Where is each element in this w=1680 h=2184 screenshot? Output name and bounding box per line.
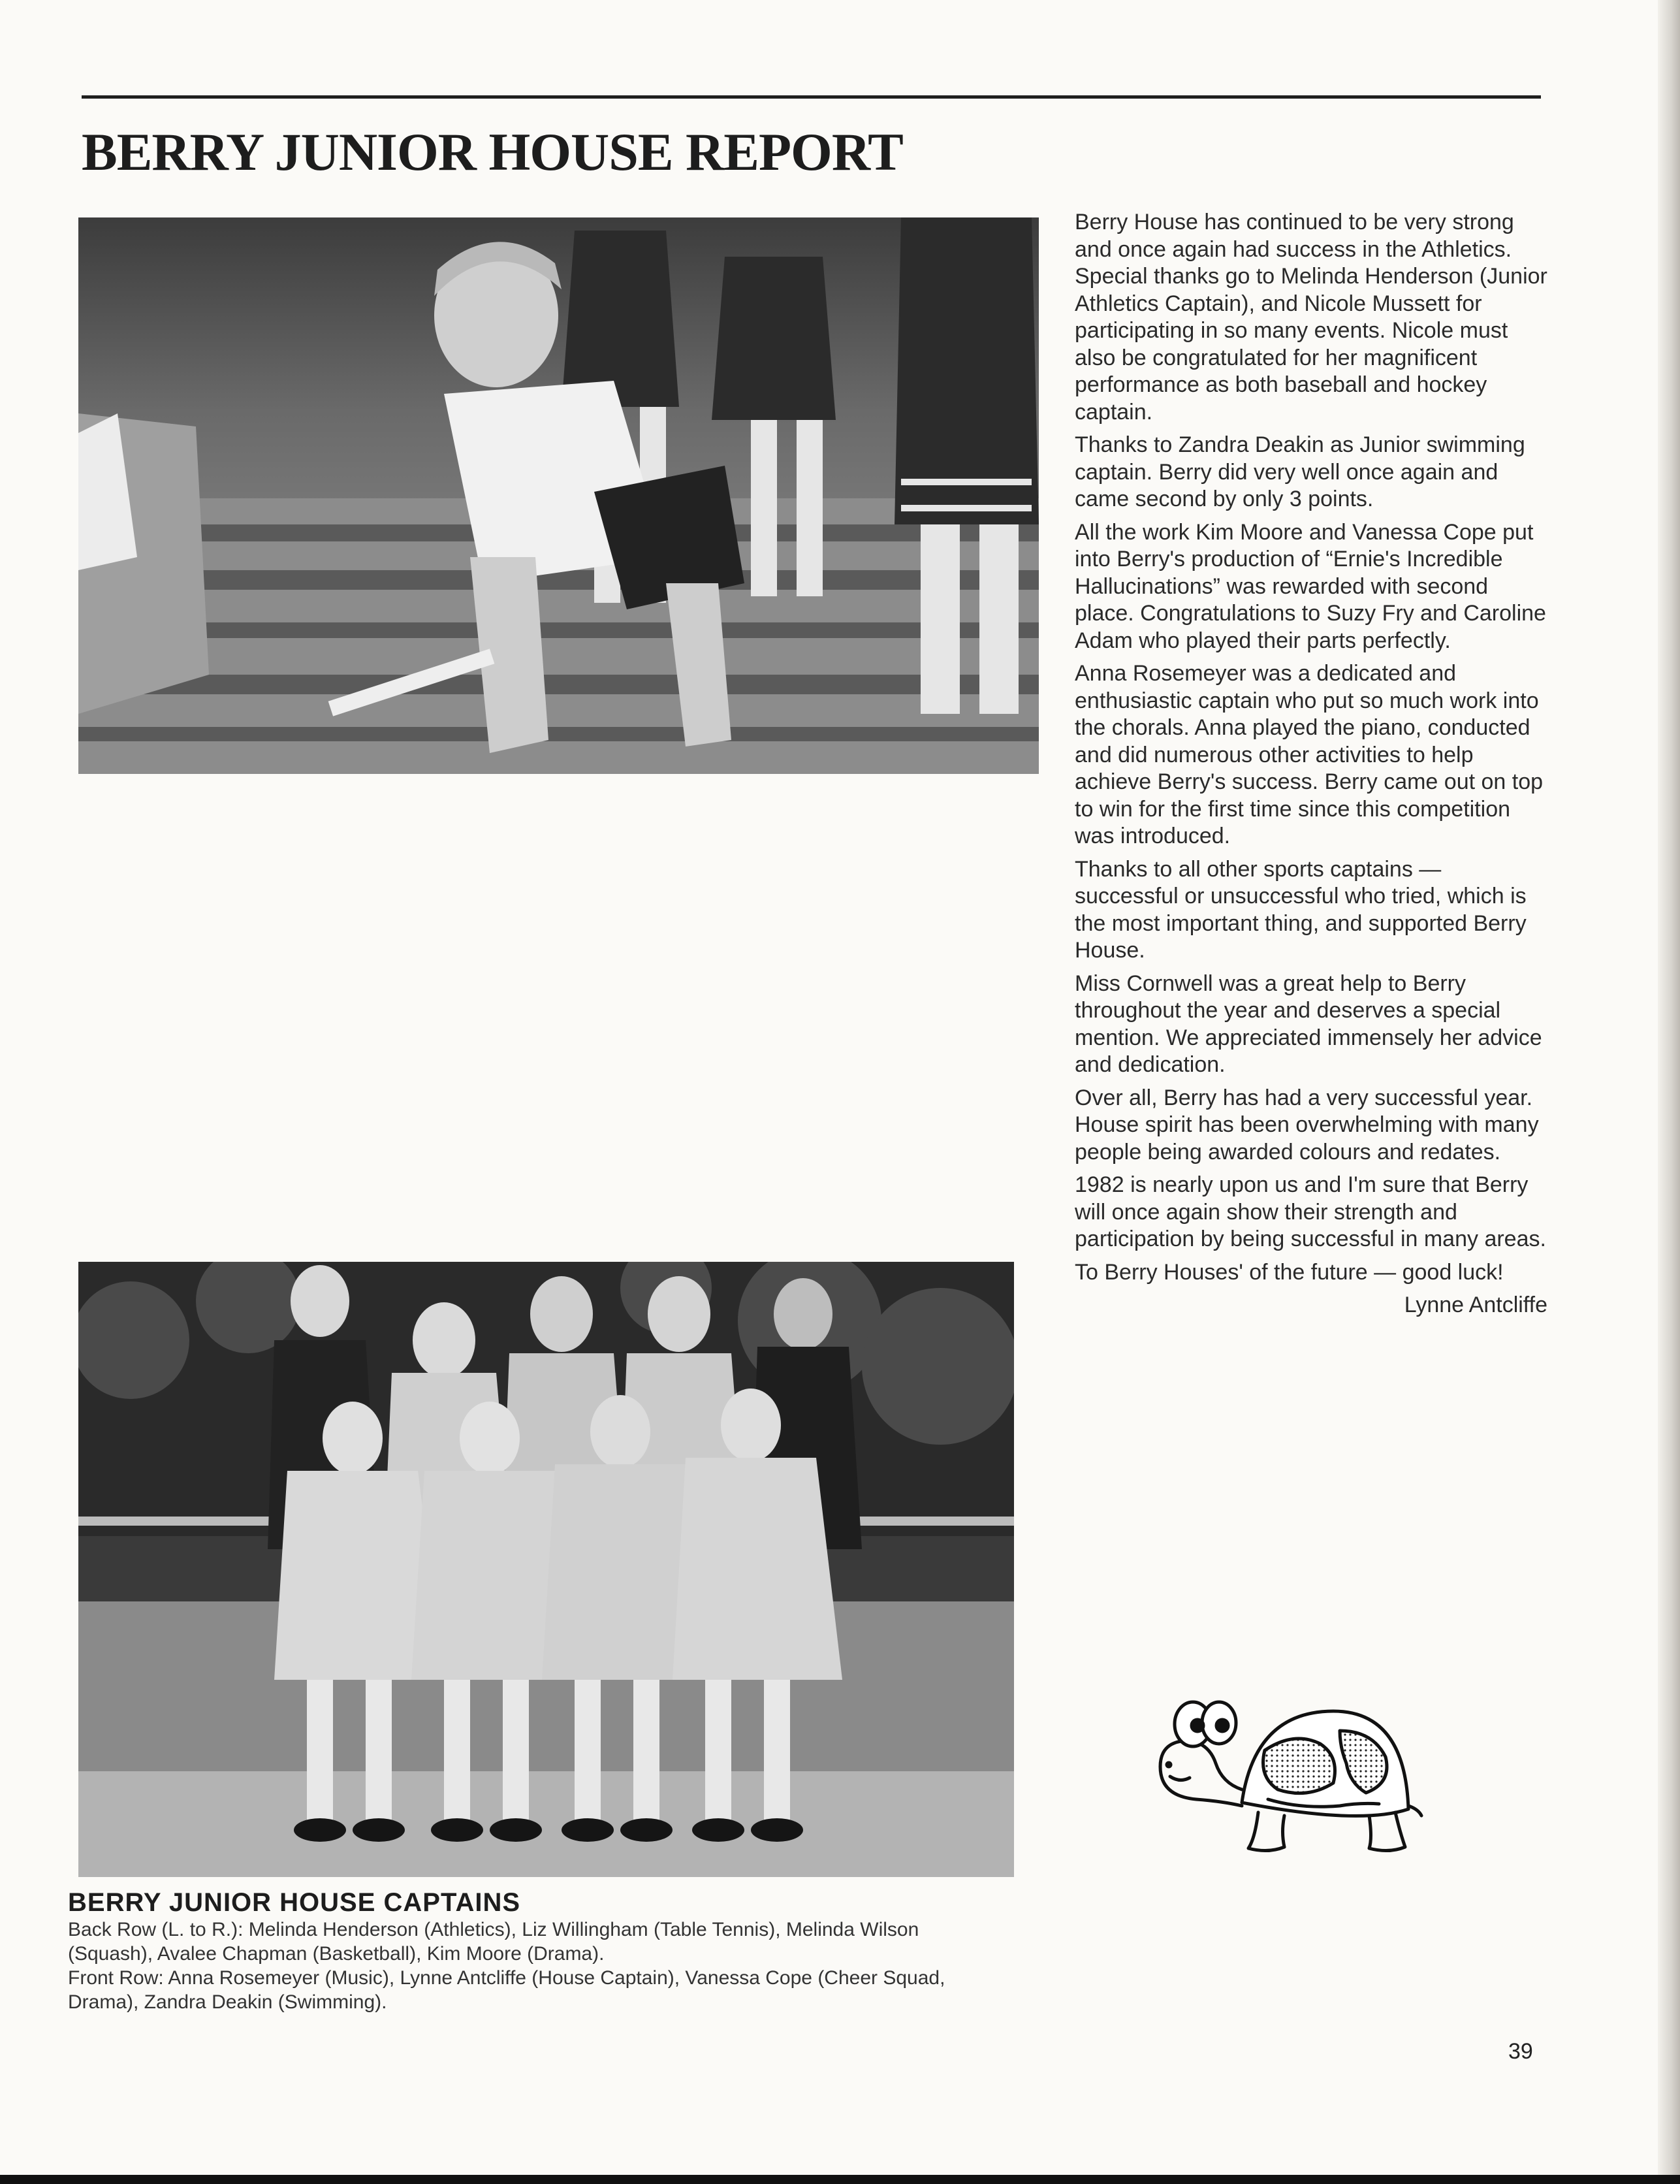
article-paragraph: Over all, Berry has had a very successful year. House spirit has been overwhelming with many people being awarded colours and redates. xyxy=(1075,1085,1539,1164)
house-captains-group-photo xyxy=(78,1262,1014,1877)
caption-back-row: Back Row (L. to R.): Melinda Henderson (Athletics), Liz Willingham (Table Tennis), Melinda Wilson (Squash), Avalee Chapman (Basketball), Kim Moore (Drama). xyxy=(68,1919,919,1965)
article-paragraph: To Berry Houses' of the future — good luck! xyxy=(1075,1259,1504,1285)
article-paragraph: Berry House has continued to be very strong and once again had success in the Athletics. Special thanks go to Melinda Henderson (Junior Athletics Captain), and Nicole Mussett for participating in so many events. Nicole must also be congratulated for her magnificent performance as both baseball and hockey captain. xyxy=(1075,210,1547,425)
turtle-illustration xyxy=(1144,1685,1425,1881)
report-article xyxy=(1075,209,1547,1319)
caption-front-row: Front Row: Anna Rosemeyer (Music), Lynne Antcliffe (House Captain), Vanessa Cope (Cheer Squad, Drama), Zandra Deakin (Swimming). xyxy=(68,1967,945,2013)
article-paragraph: Thanks to all other sports captains — successful or unsuccessful who tried, which is the most important thing, and supported Berry House. xyxy=(1075,856,1527,963)
scan-bottom-edge xyxy=(0,2175,1680,2184)
page-title: BERRY JUNIOR HOUSE REPORT xyxy=(82,122,903,182)
header-rule xyxy=(82,95,1541,99)
page-binding-edge xyxy=(1658,0,1680,2184)
athletics-relay-photo xyxy=(78,217,1039,774)
page-number: 39 xyxy=(1508,2039,1533,2064)
article-paragraph: Thanks to Zandra Deakin as Junior swimming captain. Berry did very well once again and came second by only 3 points. xyxy=(1075,432,1525,511)
article-paragraph: All the work Kim Moore and Vanessa Cope put into Berry's production of “Ernie's Incredible Hallucinations” was rewarded with second place. Congratulations to Suzy Fry and Caroline Adam who played their parts perfectly. xyxy=(1075,519,1546,653)
caption-title: BERRY JUNIOR HOUSE CAPTAINS xyxy=(68,1888,521,1917)
author-signature: Lynne Antcliffe xyxy=(1404,1293,1547,1317)
article-paragraph: Miss Cornwell was a great help to Berry throughout the year and deserves a special mention. We appreciated immensely her advice and dedication. xyxy=(1075,971,1542,1077)
article-paragraph: 1982 is nearly upon us and I'm sure that Berry will once again show their strength and participation by being successful in many areas. xyxy=(1075,1172,1546,1251)
article-paragraph: Anna Rosemeyer was a dedicated and enthusiastic captain who put so much work into the chorals. Anna played the piano, conducted and did numerous other activities to help achieve Berry's success. Berry came out on top to win for the first time since this competition was introduced. xyxy=(1075,661,1544,848)
photo-caption xyxy=(68,1887,982,2014)
